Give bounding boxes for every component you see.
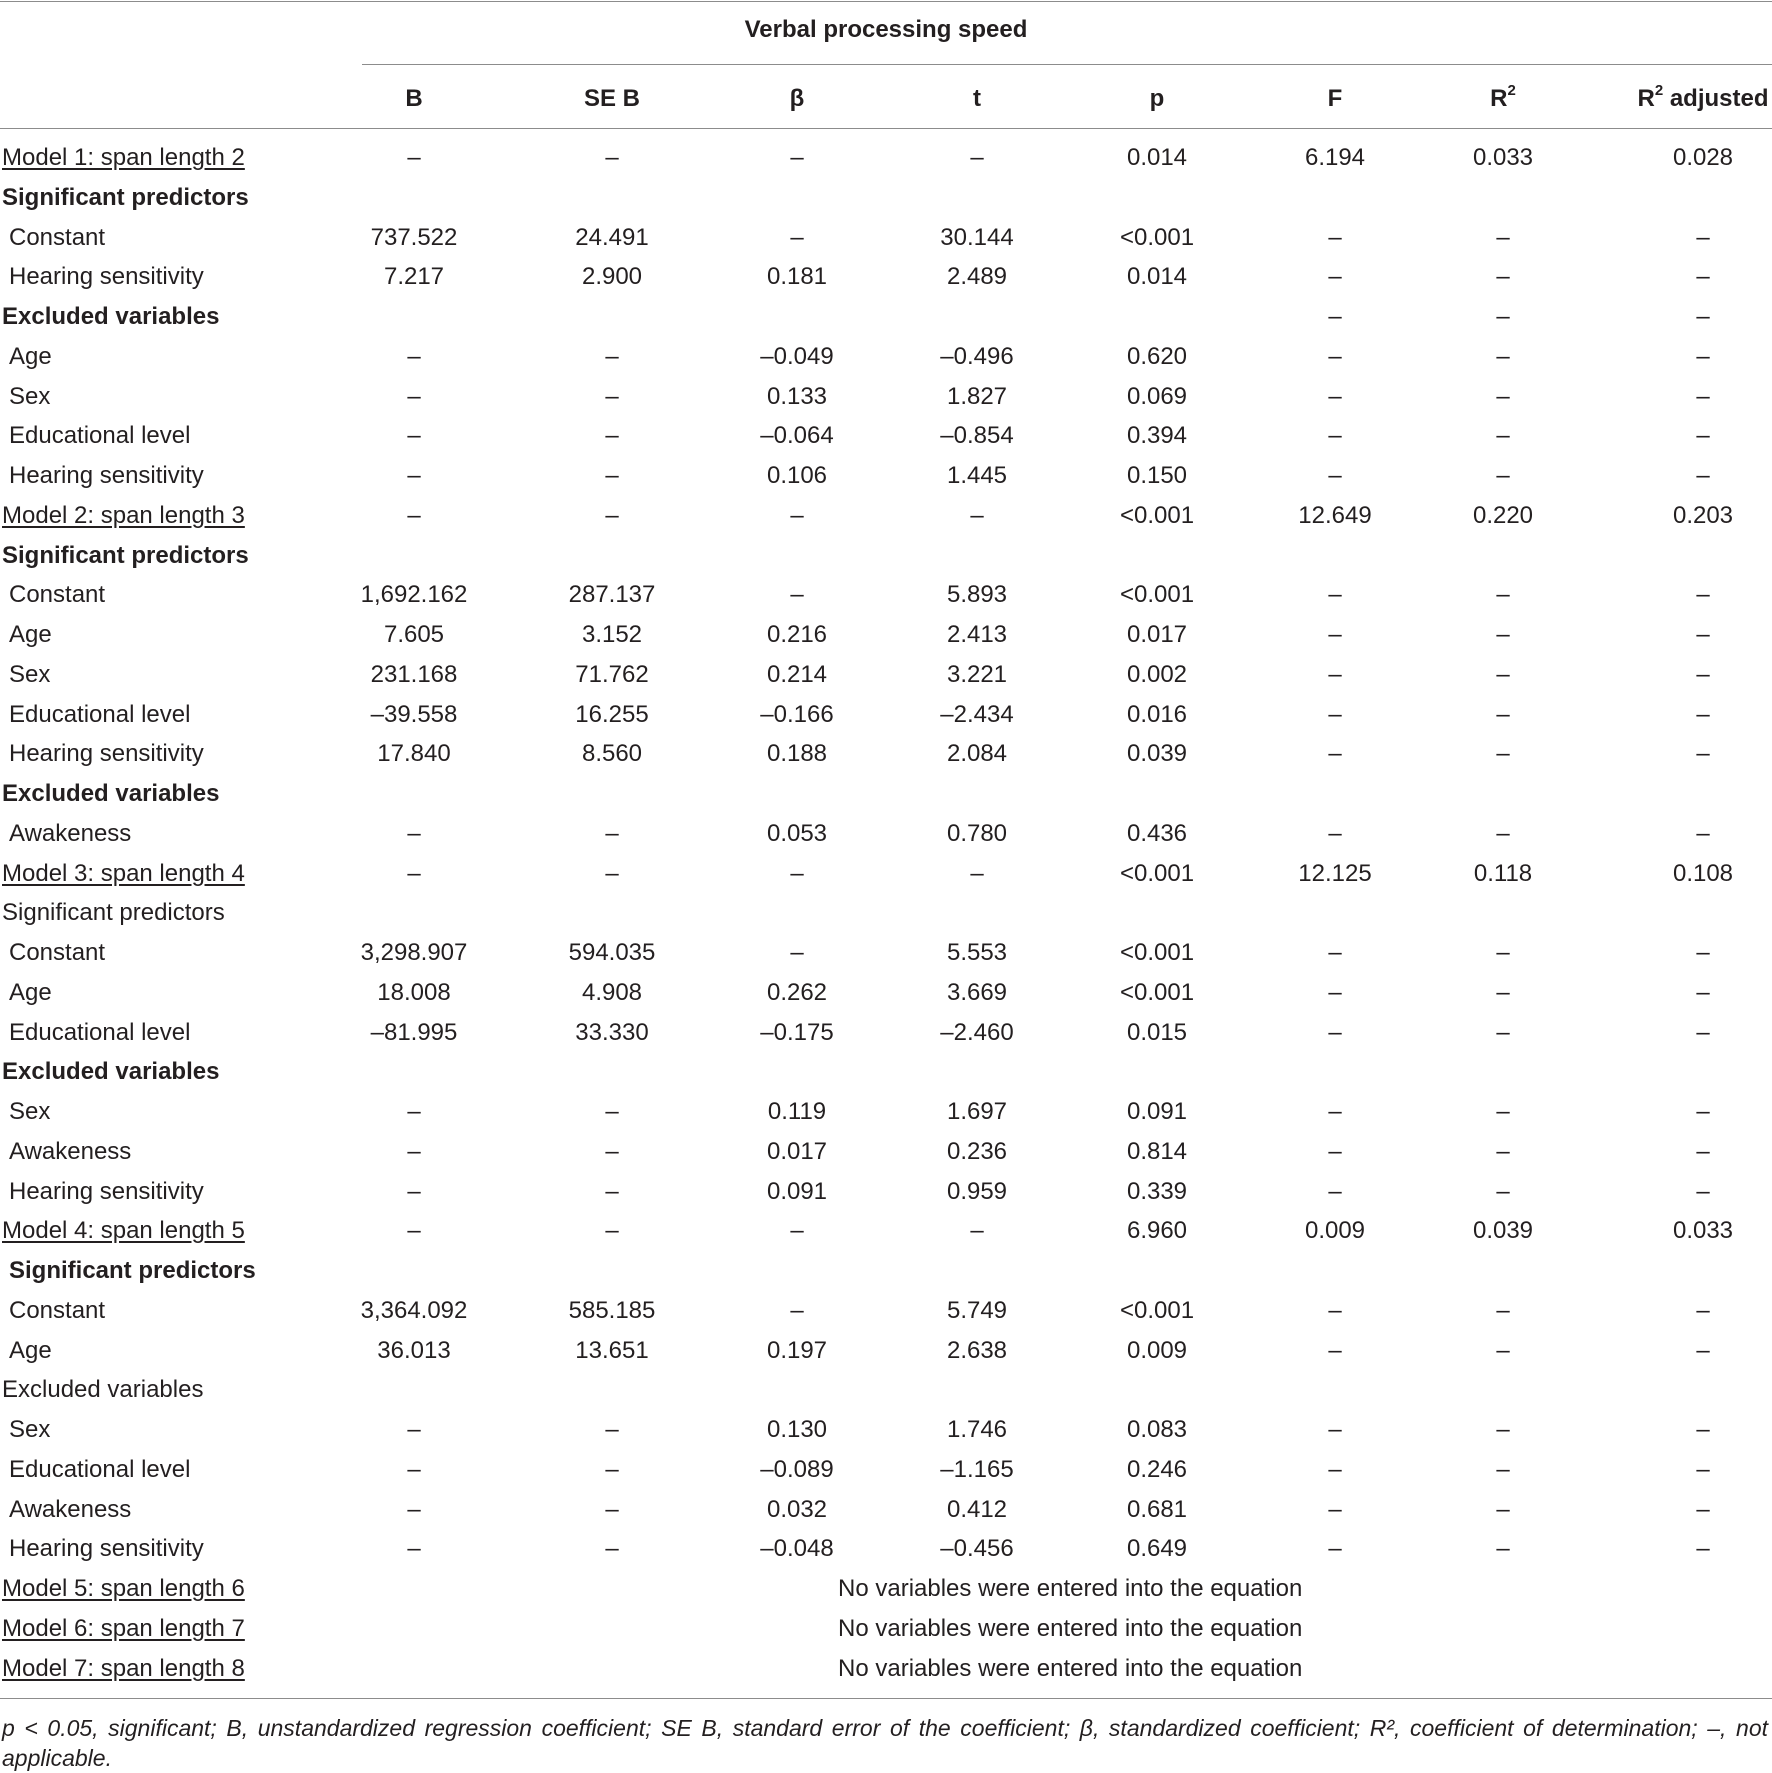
table-cell: – xyxy=(407,422,421,449)
table-cell: 0.015 xyxy=(1126,1019,1188,1046)
table-cell: 2.900 xyxy=(581,263,643,290)
row-label: Hearing sensitivity xyxy=(9,462,204,489)
table-cell: 3.669 xyxy=(946,979,1008,1006)
table-cell: – xyxy=(1496,939,1510,966)
table-cell: 287.137 xyxy=(568,581,656,608)
column-header: SE B xyxy=(583,85,641,112)
table-cell: – xyxy=(1328,1416,1342,1443)
row-label: Sex xyxy=(9,1098,51,1125)
table-cell: 594.035 xyxy=(568,939,656,966)
table-cell: – xyxy=(1496,1496,1510,1523)
table-cell: 0.119 xyxy=(767,1098,827,1125)
table-cell: – xyxy=(970,144,984,171)
table-cell: – xyxy=(1696,383,1710,410)
row-label: Constant xyxy=(9,581,106,608)
table-cell: – xyxy=(1696,224,1710,251)
table-cell: – xyxy=(407,1138,421,1165)
table-cell: – xyxy=(407,502,421,529)
table-cell: – xyxy=(407,1098,421,1125)
table-cell: – xyxy=(1496,820,1510,847)
group-header-rule xyxy=(362,64,1772,65)
row-label: Constant xyxy=(9,1297,106,1324)
row-label: Awakeness xyxy=(9,820,132,847)
model-note: No variables were entered into the equation xyxy=(838,1615,1303,1642)
row-label: Age xyxy=(9,343,52,370)
table-cell: <0.001 xyxy=(1119,860,1195,887)
table-cell: – xyxy=(1328,581,1342,608)
table-cell: – xyxy=(1328,224,1342,251)
table-cell: – xyxy=(605,383,619,410)
table-cell: 6.194 xyxy=(1304,144,1366,171)
table-cell: – xyxy=(1496,1297,1510,1324)
table-cell: 2.638 xyxy=(946,1337,1008,1364)
table-cell: – xyxy=(407,1416,421,1443)
table-cell: – xyxy=(1696,581,1710,608)
table-cell: 12.125 xyxy=(1298,860,1372,887)
row-label: Constant xyxy=(9,939,106,966)
table-bottom-rule xyxy=(0,1698,1772,1699)
table-cell: –1.165 xyxy=(940,1456,1014,1483)
table-cell: 1,692.162 xyxy=(360,581,468,608)
table-cell: – xyxy=(1696,979,1710,1006)
table-cell: 0.053 xyxy=(766,820,828,847)
table-cell: 0.039 xyxy=(1472,1217,1534,1244)
table-cell: – xyxy=(407,1456,421,1483)
table-cell: – xyxy=(1696,1019,1710,1046)
table-cell: 3,364.092 xyxy=(360,1297,468,1324)
table-cell: – xyxy=(1696,939,1710,966)
table-cell: –0.175 xyxy=(760,1019,834,1046)
table-cell: – xyxy=(1496,581,1510,608)
table-cell: –0.456 xyxy=(940,1535,1014,1562)
table-cell: – xyxy=(605,1098,619,1125)
table-cell: 0.033 xyxy=(1472,144,1534,171)
table-cell: – xyxy=(1328,820,1342,847)
table-cell: – xyxy=(605,502,619,529)
table-cell: 0.017 xyxy=(766,1138,828,1165)
table-cell: – xyxy=(1328,263,1342,290)
table-cell: – xyxy=(605,1416,619,1443)
table-cell: 0.014 xyxy=(1126,144,1188,171)
table-cell: – xyxy=(1496,1337,1510,1364)
row-label: Hearing sensitivity xyxy=(9,1178,204,1205)
table-cell: – xyxy=(1696,1456,1710,1483)
table-cell: – xyxy=(1328,1138,1342,1165)
table-cell: 3.221 xyxy=(946,661,1008,688)
row-label: Model 5: span length 6 xyxy=(2,1575,245,1602)
table-cell: 0.649 xyxy=(1126,1535,1188,1562)
table-cell: – xyxy=(605,820,619,847)
table-cell: – xyxy=(1696,701,1710,728)
table-cell: 0.108 xyxy=(1672,860,1734,887)
table-cell: 0.017 xyxy=(1126,621,1188,648)
table-cell: – xyxy=(407,383,421,410)
table-cell: <0.001 xyxy=(1119,224,1195,251)
table-cell: – xyxy=(1328,1456,1342,1483)
table-cell: 0.620 xyxy=(1126,343,1188,370)
table-cell: 0.014 xyxy=(1126,263,1188,290)
table-cell: 6.960 xyxy=(1126,1217,1188,1244)
table-cell: – xyxy=(1696,303,1710,330)
table-cell: – xyxy=(1696,621,1710,648)
table-cell: 30.144 xyxy=(940,224,1014,251)
table-cell: 0.028 xyxy=(1672,144,1734,171)
table-cell: –0.496 xyxy=(940,343,1014,370)
table-cell: 0.220 xyxy=(1472,502,1534,529)
column-header: $R^2$ adjusted xyxy=(1637,82,1769,112)
column-header: t xyxy=(973,85,981,112)
row-label: Educational level xyxy=(9,422,191,449)
row-label: Sex xyxy=(9,661,51,688)
table-cell: – xyxy=(1328,1098,1342,1125)
row-label: Excluded variables xyxy=(2,1058,220,1085)
table-cell: –2.460 xyxy=(940,1019,1014,1046)
table-cell: – xyxy=(1696,740,1710,767)
table-cell: –81.995 xyxy=(370,1019,458,1046)
table-cell: 3,298.907 xyxy=(360,939,468,966)
table-cell: 0.033 xyxy=(1672,1217,1734,1244)
row-label: Model 2: span length 3 xyxy=(2,502,245,529)
table-cell: 5.553 xyxy=(946,939,1008,966)
model-note: No variables were entered into the equation xyxy=(838,1575,1303,1602)
table-cell: – xyxy=(1696,1138,1710,1165)
table-cell: – xyxy=(1696,462,1710,489)
row-label: Model 7: span length 8 xyxy=(2,1655,245,1682)
table-cell: 0.780 xyxy=(946,820,1008,847)
table-cell: – xyxy=(407,343,421,370)
table-cell: –0.166 xyxy=(760,701,834,728)
table-cell: – xyxy=(1328,979,1342,1006)
column-header: $R^2$ xyxy=(1490,82,1516,112)
table-cell: 71.762 xyxy=(575,661,649,688)
table-cell: – xyxy=(605,1138,619,1165)
table-cell: – xyxy=(1328,462,1342,489)
table-cell: 1.827 xyxy=(946,383,1008,410)
table-cell: – xyxy=(790,224,804,251)
table-cell: –0.089 xyxy=(760,1456,834,1483)
table-cell: – xyxy=(1328,1178,1342,1205)
table-cell: 1.697 xyxy=(946,1098,1008,1125)
table-cell: 0.203 xyxy=(1672,502,1734,529)
table-cell: – xyxy=(1328,1019,1342,1046)
table-cell: 0.009 xyxy=(1126,1337,1188,1364)
table-cell: – xyxy=(790,502,804,529)
table-cell: 13.651 xyxy=(575,1337,649,1364)
table-cell: – xyxy=(605,422,619,449)
table-cell: – xyxy=(407,1496,421,1523)
table-cell: 2.413 xyxy=(946,621,1008,648)
table-cell: 4.908 xyxy=(581,979,643,1006)
table-cell: – xyxy=(790,581,804,608)
column-header: β xyxy=(789,85,805,112)
row-label: Significant predictors xyxy=(2,184,249,211)
table-cell: 231.168 xyxy=(370,661,458,688)
table-cell: – xyxy=(1496,701,1510,728)
table-cell: – xyxy=(1696,1098,1710,1125)
group-header: Verbal processing speed xyxy=(744,16,1028,43)
table-cell: – xyxy=(1328,1535,1342,1562)
row-label: Excluded variables xyxy=(2,780,220,807)
table-cell: 0.083 xyxy=(1126,1416,1188,1443)
table-cell: <0.001 xyxy=(1119,1297,1195,1324)
column-header: p xyxy=(1149,85,1165,112)
table-cell: – xyxy=(1328,1496,1342,1523)
row-label: Hearing sensitivity xyxy=(9,740,204,767)
table-cell: 7.605 xyxy=(383,621,445,648)
table-cell: 0.133 xyxy=(766,383,828,410)
row-label: Model 6: span length 7 xyxy=(2,1615,245,1642)
table-cell: 0.214 xyxy=(766,661,828,688)
table-cell: <0.001 xyxy=(1119,979,1195,1006)
row-label: Awakeness xyxy=(9,1138,132,1165)
table-cell: 0.106 xyxy=(766,462,828,489)
table-cell: – xyxy=(605,144,619,171)
table-cell: 0.130 xyxy=(766,1416,828,1443)
table-cell: – xyxy=(970,502,984,529)
table-cell: – xyxy=(790,1217,804,1244)
table-footnote: p < 0.05, significant; B, unstandardized regression coefficient; SE B, standard error of the coefficient; β, standardized coefficient; R², coefficient of determination; –, not applicable. xyxy=(2,1715,1768,1771)
table-cell: – xyxy=(1496,303,1510,330)
table-cell: 1.445 xyxy=(946,462,1008,489)
table-cell: – xyxy=(970,1217,984,1244)
table-cell: 0.262 xyxy=(766,979,828,1006)
table-cell: 0.016 xyxy=(1126,701,1188,728)
table-cell: – xyxy=(605,462,619,489)
table-cell: – xyxy=(790,939,804,966)
table-cell: – xyxy=(605,1535,619,1562)
table-cell: – xyxy=(1696,263,1710,290)
table-cell: –2.434 xyxy=(940,701,1014,728)
row-label: Sex xyxy=(9,383,51,410)
table-cell: 0.236 xyxy=(946,1138,1008,1165)
table-cell: 0.118 xyxy=(1473,860,1533,887)
table-cell: – xyxy=(605,1217,619,1244)
table-cell: – xyxy=(790,144,804,171)
table-cell: 7.217 xyxy=(383,263,445,290)
table-cell: – xyxy=(605,1178,619,1205)
row-label: Model 1: span length 2 xyxy=(2,144,245,171)
table-cell: – xyxy=(1496,1138,1510,1165)
table-cell: 0.394 xyxy=(1126,422,1188,449)
table-cell: – xyxy=(1328,383,1342,410)
table-cell: 2.084 xyxy=(946,740,1008,767)
table-cell: 0.246 xyxy=(1126,1456,1188,1483)
table-cell: – xyxy=(1328,740,1342,767)
table-cell: 17.840 xyxy=(377,740,451,767)
column-header: F xyxy=(1327,85,1343,112)
table-cell: – xyxy=(1496,383,1510,410)
table-cell: 12.649 xyxy=(1298,502,1372,529)
row-label: Model 3: span length 4 xyxy=(2,860,245,887)
table-cell: – xyxy=(407,1178,421,1205)
table-cell: 5.893 xyxy=(946,581,1008,608)
table-cell: <0.001 xyxy=(1119,581,1195,608)
table-cell: – xyxy=(1696,820,1710,847)
table-cell: – xyxy=(1328,939,1342,966)
table-cell: – xyxy=(1328,422,1342,449)
table-cell: – xyxy=(1496,263,1510,290)
table-cell: – xyxy=(1496,621,1510,648)
table-cell: – xyxy=(1496,1178,1510,1205)
table-cell: – xyxy=(407,462,421,489)
model-note: No variables were entered into the equation xyxy=(838,1655,1303,1682)
table-cell: <0.001 xyxy=(1119,939,1195,966)
table-cell: 0.150 xyxy=(1126,462,1188,489)
table-cell: 33.330 xyxy=(575,1019,649,1046)
row-label: Excluded variables xyxy=(2,1376,204,1403)
table-cell: 0.814 xyxy=(1126,1138,1188,1165)
table-cell: – xyxy=(1328,701,1342,728)
table-cell: –39.558 xyxy=(370,701,458,728)
table-cell: –0.064 xyxy=(760,422,834,449)
table-cell: – xyxy=(1496,661,1510,688)
table-cell: – xyxy=(407,820,421,847)
row-label: Hearing sensitivity xyxy=(9,263,204,290)
table-cell: – xyxy=(605,860,619,887)
table-cell: – xyxy=(1496,979,1510,1006)
table-cell: – xyxy=(1696,661,1710,688)
table-cell: –0.854 xyxy=(940,422,1014,449)
table-cell: – xyxy=(1496,224,1510,251)
row-label: Educational level xyxy=(9,1456,191,1483)
table-cell: – xyxy=(1496,462,1510,489)
table-cell: – xyxy=(1496,1535,1510,1562)
table-cell: <0.001 xyxy=(1119,502,1195,529)
table-cell: 0.091 xyxy=(766,1178,828,1205)
table-cell: – xyxy=(1696,1496,1710,1523)
table-cell: 585.185 xyxy=(568,1297,656,1324)
table-cell: – xyxy=(1696,1337,1710,1364)
table-cell: 16.255 xyxy=(575,701,649,728)
table-cell: 0.436 xyxy=(1126,820,1188,847)
row-label: Significant predictors xyxy=(2,542,249,569)
row-label: Awakeness xyxy=(9,1496,132,1523)
row-label: Excluded variables xyxy=(2,303,220,330)
table-cell: 0.032 xyxy=(766,1496,828,1523)
row-label: Age xyxy=(9,1337,52,1364)
table-cell: 24.491 xyxy=(575,224,649,251)
row-label: Significant predictors xyxy=(2,899,225,926)
table-cell: – xyxy=(1696,1416,1710,1443)
column-header: B xyxy=(405,85,423,112)
row-label: Hearing sensitivity xyxy=(9,1535,204,1562)
table-cell: 2.489 xyxy=(946,263,1008,290)
table-cell: – xyxy=(407,860,421,887)
table-cell: 0.197 xyxy=(766,1337,828,1364)
table-cell: – xyxy=(1496,1019,1510,1046)
table-cell: – xyxy=(1696,1297,1710,1324)
table-cell: 0.959 xyxy=(946,1178,1008,1205)
table-cell: 18.008 xyxy=(377,979,451,1006)
table-cell: 1.746 xyxy=(946,1416,1008,1443)
table-cell: – xyxy=(1496,1098,1510,1125)
table-cell: 3.152 xyxy=(581,621,643,648)
table-cell: – xyxy=(407,144,421,171)
table-cell: – xyxy=(1496,422,1510,449)
table-cell: – xyxy=(1328,621,1342,648)
row-label: Age xyxy=(9,621,52,648)
table-cell: – xyxy=(605,1456,619,1483)
table-cell: – xyxy=(790,860,804,887)
table-cell: – xyxy=(605,343,619,370)
table-cell: 0.181 xyxy=(766,263,828,290)
table-cell: – xyxy=(1328,1337,1342,1364)
table-cell: – xyxy=(1496,740,1510,767)
table-cell: 0.009 xyxy=(1304,1217,1366,1244)
row-label: Sex xyxy=(9,1416,51,1443)
table-cell: – xyxy=(1496,1416,1510,1443)
table-cell: – xyxy=(1328,661,1342,688)
table-cell: – xyxy=(605,1496,619,1523)
table-cell: 0.002 xyxy=(1126,661,1188,688)
row-label: Age xyxy=(9,979,52,1006)
table-cell: 5.749 xyxy=(946,1297,1008,1324)
table-cell: – xyxy=(1328,343,1342,370)
table-cell: 0.039 xyxy=(1126,740,1188,767)
table-cell: – xyxy=(1496,343,1510,370)
table-cell: –0.048 xyxy=(760,1535,834,1562)
table-cell: 0.216 xyxy=(766,621,828,648)
table-cell: – xyxy=(407,1535,421,1562)
table-cell: – xyxy=(970,860,984,887)
row-label: Educational level xyxy=(9,1019,191,1046)
table-cell: – xyxy=(1328,303,1342,330)
row-label: Significant predictors xyxy=(9,1257,256,1284)
table-cell: – xyxy=(1696,1535,1710,1562)
table-cell: 36.013 xyxy=(377,1337,451,1364)
table-cell: 737.522 xyxy=(370,224,458,251)
table-cell: – xyxy=(407,1217,421,1244)
table-cell: –0.049 xyxy=(760,343,834,370)
table-cell: – xyxy=(1696,422,1710,449)
row-label: Constant xyxy=(9,224,106,251)
table-cell: 0.339 xyxy=(1126,1178,1188,1205)
table-cell: – xyxy=(1496,1456,1510,1483)
table-cell: – xyxy=(1696,1178,1710,1205)
table-cell: 8.560 xyxy=(581,740,643,767)
row-label: Educational level xyxy=(9,701,191,728)
table-cell: – xyxy=(1696,343,1710,370)
table-cell: – xyxy=(1328,1297,1342,1324)
table-cell: 0.069 xyxy=(1126,383,1188,410)
table-cell: 0.412 xyxy=(946,1496,1008,1523)
header-bottom-rule xyxy=(0,128,1772,129)
table-cell: 0.681 xyxy=(1126,1496,1188,1523)
table-cell: 0.188 xyxy=(766,740,828,767)
table-top-rule xyxy=(0,1,1772,2)
table-cell: – xyxy=(790,1297,804,1324)
row-label: Model 4: span length 5 xyxy=(2,1217,245,1244)
table-cell: 0.091 xyxy=(1126,1098,1188,1125)
